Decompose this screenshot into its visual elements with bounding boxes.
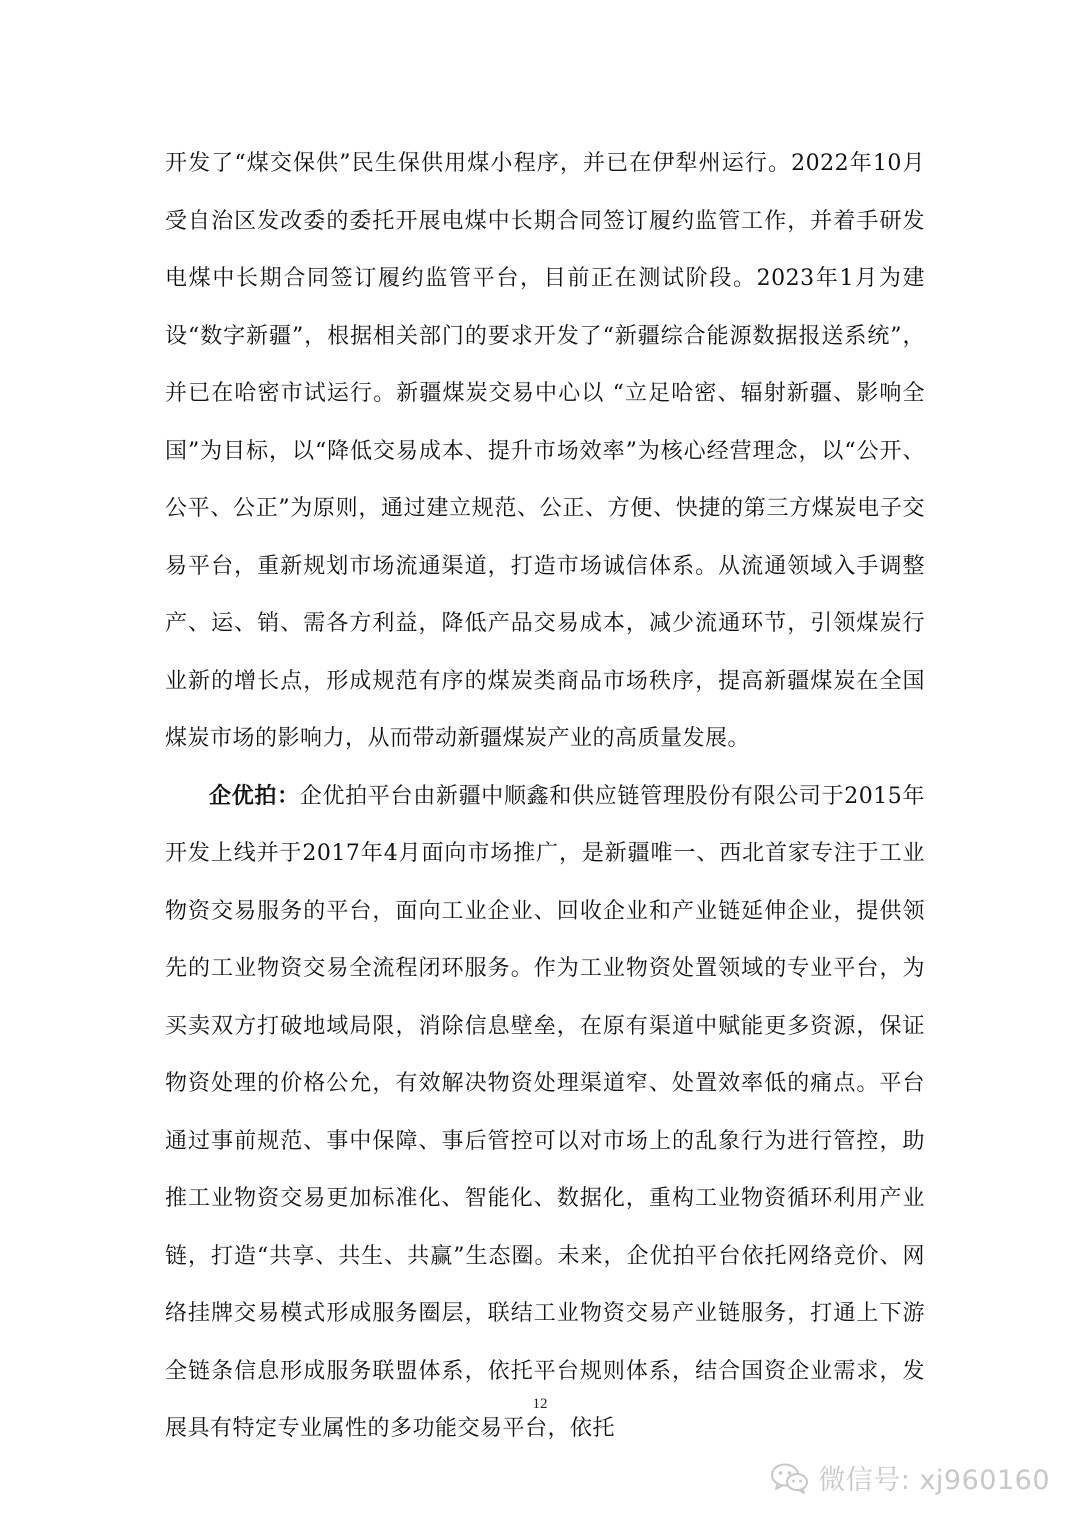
- paragraph-coal-exchange: [165, 135, 925, 768]
- paragraph-text: 企优拍平台由新疆中顺鑫和供应链管理股份有限公司于2015年开发上线并于2017年4月面向市场推广，是新疆唯一、西北首家专注于工业物资交易服务的平台，面向工业企业、回收企业和产业链延伸企业，提供领先的工业物资交易全流程闭环服务。作为工业物资处置领域的专业平台，为买卖双方打破地域局限，消除信息壁垒，在原有渠道中赋能更多资源，保证物资处理的价格公允，有效解决物资处理渠道窄、处置效率低的痛点。平台通过事前规范、事中保障、事后管控可以对市场上的乱象行为进行管控，助推工业物资交易更加标准化、智能化、数据化，重构工业物资循环利用产业链，打造“共享、共生、共赢”生态圈。未来，企优拍平台依托网络竞价、网络挂牌交易模式形成服务圈层，联结工业物资交易产业链服务，打通上下游全链条信息形成服务联盟体系，依托平台规则体系，结合国资企业需求，发展具有特定专业属性的多功能交易平台，依托: [165, 783, 925, 1441]
- wechat-watermark: [770, 1458, 1050, 1497]
- document-body: [165, 135, 925, 1458]
- wechat-icon: [770, 1461, 810, 1495]
- paragraph-qiyoupai: [165, 768, 925, 1458]
- paragraph-lead: 企优拍：: [209, 783, 300, 809]
- watermark-text: 微信号: xj960160: [818, 1465, 1050, 1496]
- page-number: 12: [532, 1396, 548, 1412]
- paragraph-text: 开发了“煤交保供”民生保供用煤小程序，并已在伊犁州运行。2022年10月受自治区发改委的委托开展电煤中长期合同签订履约监管工作，并着手研发电煤中长期合同签订履约监管平台，目前正在测试阶段。2023年1月为建设“数字新疆”，根据相关部门的要求开发了“新疆综合能源数据报送系统”，并已在哈密市试运行。新疆煤炭交易中心以 “立足哈密、辐射新疆、影响全国”为目标，以“降低交易成本、提升市场效率”为核心经营理念，以“公开、公平、公正”为原则，通过建立规范、公正、方便、快捷的第三方煤炭电子交易平台，重新规划市场流通渠道，打造市场诚信体系。从流通领域入手调整产、运、销、需各方利益，降低产品交易成本，减少流通环节，引领煤炭行业新的增长点，形成规范有序的煤炭类商品市场秩序，提高新疆煤炭在全国煤炭市场的影响力，从而带动新疆煤炭产业的高质量发展。: [165, 151, 925, 751]
